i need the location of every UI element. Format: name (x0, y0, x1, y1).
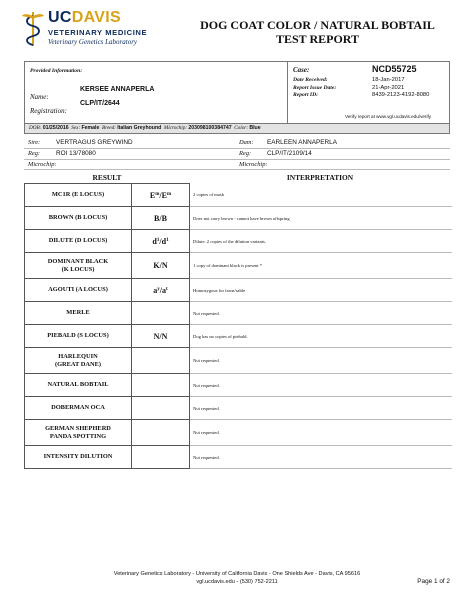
ucdavis-logo (22, 10, 172, 50)
locus-name: HARLEQUIN (GREAT DANE) (25, 348, 132, 374)
result-row (25, 207, 452, 230)
footer-address: Veterinary Genetics Laboratory - University of California Davis - One Shields Ave - Davis, CA 95616 (113, 571, 361, 577)
verify-link[interactable]: Verify report at www.vgl.ucdavis.edu/verify (345, 114, 432, 119)
locus-name: GERMAN SHEPHERD PANDA SPOTTING (25, 420, 132, 446)
interpretation-text: Not requested. (190, 397, 452, 420)
result-row (25, 325, 452, 348)
interpretation-heading: INTERPRETATION (286, 173, 354, 182)
provided-info-heading: Provided Information: (30, 68, 83, 74)
interpretation-text: Dog has no copies of piebald. (190, 325, 452, 348)
genotype (132, 374, 190, 397)
locus-name: INTENSITY DILUTION (25, 446, 132, 469)
genotype (132, 348, 190, 374)
microchip: 203098100384747 (188, 125, 232, 131)
dog-name: KERSEE ANNAPERLA (80, 86, 155, 93)
genotype: $E^m/E^m$ (132, 184, 190, 207)
dam-reg: CLP/IT/2109/14 (267, 150, 312, 157)
result-row (25, 420, 452, 446)
date-received: 18-Jan-2017 (372, 77, 405, 83)
report-issue-date: 21-Apr-2021 (372, 84, 405, 91)
locus-name: DOMINANT BLACK (K LOCUS) (25, 253, 132, 279)
report-id: 8439-2123-4192-8080 (372, 92, 430, 99)
result-heading: RESULT (92, 173, 122, 182)
genotype: $d^1/d^1$ (132, 230, 190, 253)
logo-lab: Veterinary Genetics Laboratory (48, 38, 138, 46)
result-row (25, 230, 452, 253)
caduceus-icon (22, 10, 44, 48)
report-date-labels: Date Received: Report Issue Date: Report ID: (293, 77, 337, 99)
case-number: NCD55725 (372, 64, 417, 74)
interpretation-text: Not requested. (190, 374, 452, 397)
dob: 01/25/2016 (42, 125, 69, 131)
locus-name: AGOUTI (A LOCUS) (25, 279, 132, 302)
sire-name: VERTRAGUS GREYWIND (56, 139, 133, 146)
sire-row: Sire: VERTRAGUS GREYWIND (28, 139, 133, 146)
result-row (25, 397, 452, 420)
result-row (25, 446, 452, 469)
interpretation-text: Dilute. 2 copies of the dilution variants. (190, 230, 452, 253)
breed: Italian Greyhound (117, 125, 162, 131)
interpretation-text: Homozygous for fawn/sable (190, 279, 452, 302)
result-row (25, 302, 452, 325)
interpretation-text: Not requested. (190, 302, 452, 325)
results-table (24, 183, 452, 469)
locus-name: PIEBALD (S LOCUS) (25, 325, 132, 348)
result-row (25, 184, 452, 207)
locus-name: MC1R (E LOCUS) (25, 184, 132, 207)
dam-reg-row: Reg: CLP/IT/2109/14 (239, 150, 312, 157)
result-row (25, 374, 452, 397)
interpretation-text: 2 copies of mask (190, 184, 452, 207)
report-title: DOG COAT COLOR / NATURAL BOBTAIL TEST REPORT (200, 18, 435, 46)
locus-name: MERLE (25, 302, 132, 325)
genotype (132, 446, 190, 469)
name-row: Name: KERSEE ANNAPERLA (30, 86, 155, 101)
genotype: B/B (132, 207, 190, 230)
dam-name: EARLEEN ANNAPERLA (267, 139, 337, 146)
sire-reg: ROI 13/78080 (56, 150, 96, 157)
registration-number: CLP/IT/2644 (80, 100, 120, 107)
result-row (25, 348, 452, 374)
interpretation-text: Does not carry brown - cannot have brown offspring (190, 207, 452, 230)
locus-name: BROWN (B LOCUS) (25, 207, 132, 230)
genotype (132, 420, 190, 446)
interpretation-text: Not requested. (190, 348, 452, 374)
report-date-values (372, 77, 429, 100)
logo-vetmed: VETERINARY MEDICINE (48, 28, 148, 37)
info-divider (287, 62, 288, 125)
interpretation-text: Not requested. (190, 446, 452, 469)
locus-name: DILUTE (D LOCUS) (25, 230, 132, 253)
interpretation-text: 1 copy of dominant black is present * (190, 253, 452, 279)
footer (24, 570, 450, 586)
case-label: Case: (293, 66, 310, 74)
interpretation-text: Not requested. (190, 420, 452, 446)
sire-microchip-row: Microchip: (28, 161, 57, 168)
result-row (25, 253, 452, 279)
dam-row: Dam: EARLEEN ANNAPERLA (239, 139, 337, 146)
page-number: Page 1 of 2 (417, 578, 450, 585)
parents-section (24, 137, 450, 169)
locus-name: NATURAL BOBTAIL (25, 374, 132, 397)
result-row (25, 279, 452, 302)
genotype: N/N (132, 325, 190, 348)
color: Blue (249, 125, 261, 131)
registration-row: Registration: CLP/IT/2644 (30, 100, 120, 115)
locus-name: DOBERMAN OCA (25, 397, 132, 420)
sex: Female (81, 125, 100, 131)
provided-info-box (24, 61, 450, 124)
dog-details-bar: DOB: 01/25/2016 Sex: Female Breed: Italian Greyhound Microchip: 203098100384747 Color: Blue (24, 124, 450, 134)
sire-reg-row: Reg: ROI 13/78080 (28, 150, 96, 157)
genotype: K/N (132, 253, 190, 279)
genotype (132, 302, 190, 325)
genotype (132, 397, 190, 420)
footer-contact: vgl.ucdavis.edu - (530) 752-2211 (196, 579, 278, 585)
genotype: $a^y/a^t$ (132, 279, 190, 302)
dam-microchip-row: Microchip: (239, 161, 268, 168)
logo-wordmark: UCDAVIS (48, 9, 121, 26)
